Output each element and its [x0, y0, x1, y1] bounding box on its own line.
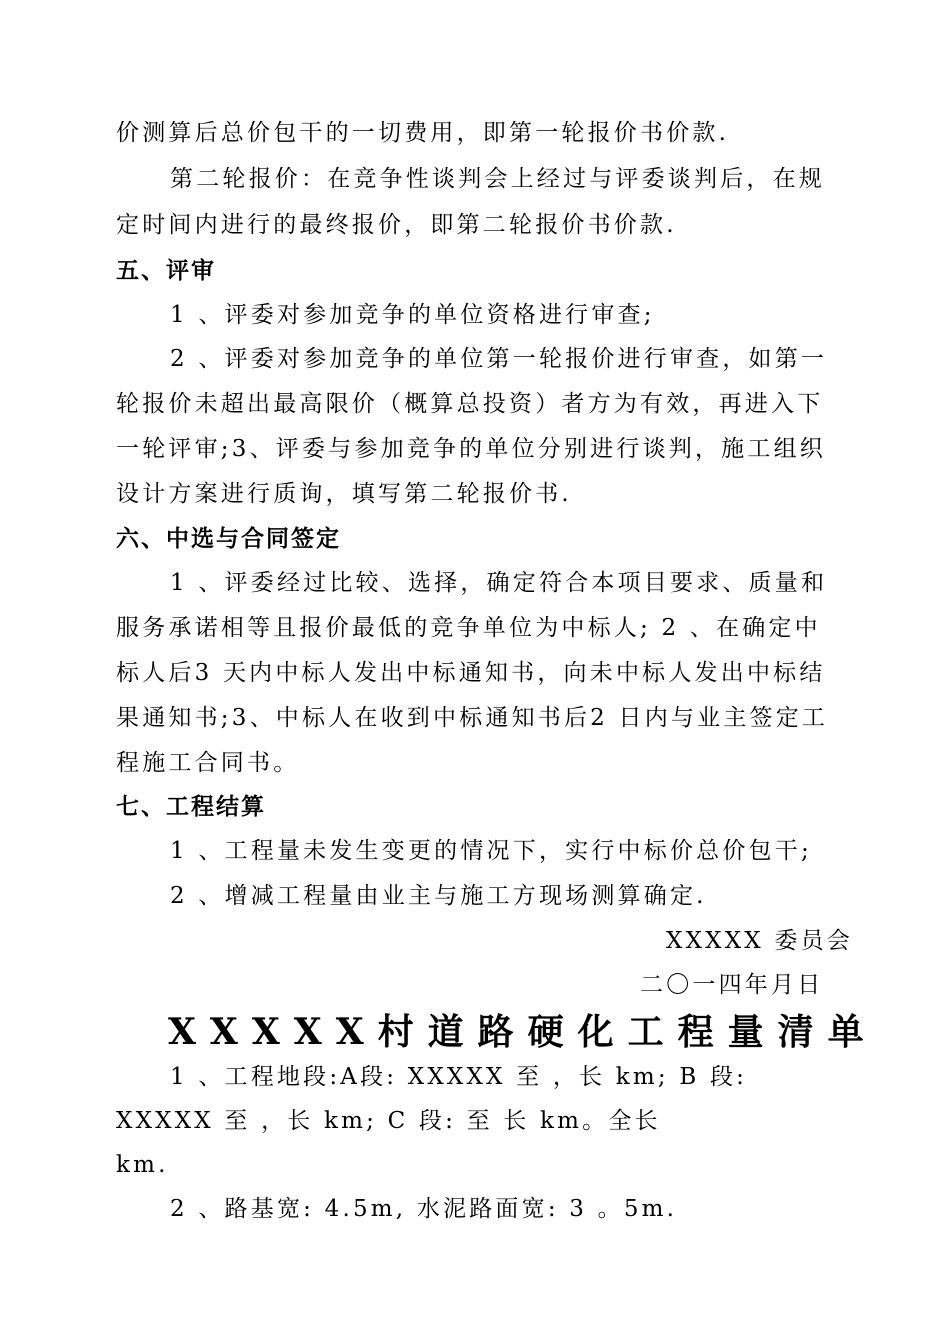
document-title: XXXXX村道路硬化工程量清单	[168, 1011, 878, 1053]
section-heading: 七、工程结算	[116, 794, 266, 820]
signature-date: 二〇一四年月日	[640, 972, 824, 998]
paragraph-line: km.	[116, 1152, 169, 1178]
paragraph-line: 价测算后总价包干的一切费用，即第一轮报价书价款.	[116, 120, 730, 146]
paragraph-line: XXXXX 至 ，长 km; C 段: 至 长 km。全长	[116, 1108, 661, 1134]
paragraph-line: 1 、工程量未发生变更的情况下，实行中标价总价包干;	[170, 838, 812, 864]
paragraph-line: 程施工合同书。	[116, 750, 300, 776]
paragraph-line: 定时间内进行的最终报价，即第二轮报价书价款.	[116, 212, 677, 238]
paragraph-line: 2 、增减工程量由业主与施工方现场测算确定.	[170, 883, 707, 909]
paragraph-line: 1 、评委对参加竞争的单位资格进行审查;	[170, 302, 655, 328]
paragraph-line: 标人后3 天内中标人发出中标通知书，向未中标人发出中标结	[116, 660, 826, 686]
paragraph-line: 1 、工程地段:A段: XXXXX 至 ，长 km; B 段:	[170, 1064, 748, 1090]
paragraph-line: 第二轮报价：在竞争性谈判会上经过与评委谈判后，在规	[170, 166, 825, 192]
paragraph-line: 1 、评委经过比较、选择，确定符合本项目要求、质量和	[170, 570, 828, 596]
paragraph-line: 设计方案进行质询，填写第二轮报价书.	[116, 481, 572, 507]
paragraph-line: 服务承诺相等且报价最低的竞争单位为中标人; 2 、在确定中	[116, 615, 821, 641]
paragraph-line: 果通知书;3、中标人在收到中标通知书后2 日内与业主签定工	[116, 705, 829, 731]
section-heading: 五、评审	[116, 258, 216, 284]
paragraph-line: 轮报价未超出最高限价（概算总投资）者方为有效，再进入下	[116, 391, 824, 417]
section-heading: 六、中选与合同签定	[116, 526, 341, 552]
paragraph-line: 2 、评委对参加竞争的单位第一轮报价进行审查，如第一	[170, 346, 828, 372]
signature-committee: XXXXX 委员会	[666, 928, 853, 954]
paragraph-line: 一轮评审;3、评委与参加竞争的单位分别进行谈判，施工组织	[116, 436, 826, 462]
paragraph-line: 2 、路基宽: 4.5m, 水泥路面宽: 3 。5m.	[170, 1196, 678, 1222]
